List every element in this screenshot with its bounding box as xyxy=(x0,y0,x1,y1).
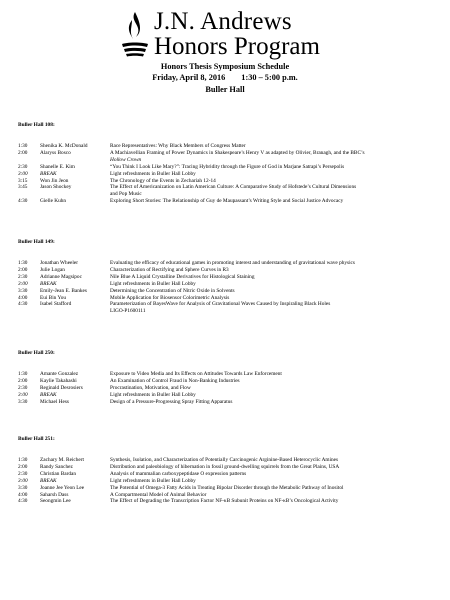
session-time: 2:00 xyxy=(18,377,28,384)
session-time: 2:30 xyxy=(18,163,28,170)
thesis-title xyxy=(110,288,438,295)
thesis-title xyxy=(110,399,438,406)
session-time: 4:30 xyxy=(18,198,28,205)
room-section-250 xyxy=(18,350,438,406)
session-time: 1:30 xyxy=(18,260,28,266)
thesis-title-text: Race Representatives: Why Black Members of Congress Matter xyxy=(110,143,246,149)
presenter-name: Shanelle E. Kim xyxy=(40,163,75,170)
presenter-name: Kaylie Takahashi xyxy=(40,377,77,384)
thesis-title xyxy=(110,485,438,492)
presenter-name: Saharsh Dass xyxy=(40,491,69,498)
session-time: 1:30 xyxy=(18,143,28,149)
schedule-row xyxy=(18,471,438,478)
thesis-title xyxy=(110,281,438,288)
presenter-name: Gielle Kuhn xyxy=(40,198,67,205)
thesis-title-text: An Examination of Control Fraud in Non-Banking Industries xyxy=(110,377,240,384)
thesis-title xyxy=(110,171,438,178)
room-section-251 xyxy=(18,436,438,505)
session-time: 2:30 xyxy=(18,470,28,477)
thesis-title xyxy=(110,143,438,150)
break-label: BREAK xyxy=(40,391,57,398)
thesis-title-text: Analysis of mammalian carboxypeptidase O expression patterns xyxy=(110,470,247,477)
event-date: Friday, April 8, 2016 xyxy=(152,73,226,82)
session-time: 3:00 xyxy=(18,280,28,287)
thesis-title xyxy=(110,150,438,164)
session-time: 2:00 xyxy=(18,149,28,156)
thesis-title xyxy=(110,392,438,399)
schedule-row xyxy=(18,378,438,385)
thesis-title-text: The Chronology of the Events in Zechariah 12-14 xyxy=(110,177,216,184)
break-row xyxy=(18,478,438,485)
session-time: 3:30 xyxy=(18,287,28,294)
thesis-title xyxy=(110,260,438,267)
presenter-name: Alaryss Bosco xyxy=(40,149,71,156)
thesis-title-text: Determining the Concentration of Nitric Oxide in Solvents xyxy=(110,287,235,294)
schedule-rows xyxy=(18,457,438,505)
logo-program: Honors Program xyxy=(154,33,320,60)
schedule-row xyxy=(18,464,438,471)
room-title: Buller Hall 251: xyxy=(18,436,55,442)
session-time: 3:00 xyxy=(18,170,28,177)
presenter-name: Seongmin Lee xyxy=(40,498,71,505)
presenter-name: Reginald Desrosiers xyxy=(40,384,83,391)
thesis-title-text: The Effect of Degrading the Transcription Factor NF-κB Subunit Proteins on NF-κB’s Oncological Activity xyxy=(110,498,339,505)
thesis-title-text: Exploring Short Stories: The Relationship of Guy de Maupassant’s Writing Style and Social Justice Advocacy xyxy=(110,198,344,205)
room-section-108 xyxy=(18,122,438,205)
break-row xyxy=(18,281,438,288)
thesis-title xyxy=(110,478,438,485)
thesis-title xyxy=(110,274,438,281)
thesis-title-text: Characterization of Rectifying and Sphere Curves in R3 xyxy=(110,266,229,273)
thesis-title-continued: and Pop Music xyxy=(110,191,142,198)
presenter-name: Zachary M. Reichert xyxy=(40,457,84,463)
thesis-title xyxy=(110,385,438,392)
session-time: 3:30 xyxy=(18,398,28,405)
break-row xyxy=(18,171,438,178)
thesis-title-text: Evaluating the efficacy of educational games in promoting interest and understanding of gravitational wave physics xyxy=(110,260,355,266)
thesis-title-text: The Effect of Americanization on Latin American Culture: A Comparative Study of Hofstede’s Cultural Dimensions xyxy=(110,184,357,191)
schedule-row xyxy=(18,164,438,171)
thesis-title-text: Light refreshments in Buller Hall Lobby xyxy=(110,477,196,484)
schedule-row xyxy=(18,143,438,150)
session-time: 4:30 xyxy=(18,301,28,308)
schedule-row xyxy=(18,371,438,378)
presenter-name: Isabel Stafford xyxy=(40,301,72,308)
thesis-title xyxy=(110,464,438,471)
event-location: Buller Hall xyxy=(205,85,245,94)
thesis-title-text: Light refreshments in Buller Hall Lobby xyxy=(110,280,196,287)
thesis-title-text: Procrastination, Motivation, and Flow xyxy=(110,384,191,391)
thesis-title xyxy=(110,371,438,378)
thesis-title-continued: LIGO-P1600111 xyxy=(110,308,146,315)
thesis-title-text: Synthesis, Isolation, and Characterization of Potentially Carcinogenic Arginine-Based Heterocyclic Amines xyxy=(110,457,339,463)
schedule-row xyxy=(18,260,438,267)
presenter-name: Randy Sanchez xyxy=(40,463,73,470)
thesis-title-text: Exposure to Video Media and Its Effects on Attitudes Towards Law Enforcement xyxy=(110,371,282,377)
event-time: 1:30 – 5:00 p.m. xyxy=(241,73,298,82)
thesis-title-continued: Hollow Crown xyxy=(110,156,142,163)
schedule-row xyxy=(18,184,438,198)
schedule-row xyxy=(18,267,438,274)
session-time: 2:00 xyxy=(18,463,28,470)
break-label: BREAK xyxy=(40,280,57,287)
session-time: 2:30 xyxy=(18,273,28,280)
schedule-row xyxy=(18,198,438,205)
thesis-title xyxy=(110,267,438,274)
thesis-title xyxy=(110,471,438,478)
presenter-name: Christian Bardan xyxy=(40,470,77,477)
presenter-name: Amante Gonzalez xyxy=(40,371,79,377)
session-time: 1:30 xyxy=(18,457,28,463)
schedule-row xyxy=(18,150,438,164)
thesis-title-text: The Potential of Omega-3 Fatty Acids in Treating Bipolar Disorder through the Metabolic Pathway of Inositol xyxy=(110,484,344,491)
presenter-name: Adrianne Magsipoc xyxy=(40,273,82,280)
schedule-row xyxy=(18,301,438,315)
session-time: 1:30 xyxy=(18,371,28,377)
presenter-name: Won Jin Jeon xyxy=(40,177,69,184)
room-title: Buller Hall 108: xyxy=(18,122,55,128)
presenter-name: Jason Shockey xyxy=(40,184,72,191)
thesis-title xyxy=(110,164,438,171)
honors-program-logo xyxy=(120,8,340,60)
thesis-title-text: Mobile Application for Biosensor Colorimetric Analysis xyxy=(110,294,230,301)
thesis-title xyxy=(110,184,438,198)
thesis-title-text: Light refreshments in Buller Hall Lobby xyxy=(110,170,196,177)
schedule-row xyxy=(18,399,438,406)
session-time: 3:30 xyxy=(18,484,28,491)
page-title: Honors Thesis Symposium Schedule xyxy=(160,62,290,71)
schedule-row xyxy=(18,274,438,281)
presenter-name: Joanne Jee Yeon Lee xyxy=(40,484,85,491)
break-label: BREAK xyxy=(40,170,57,177)
presenter-name: Emily-Jean E. Bankes xyxy=(40,287,87,294)
thesis-title xyxy=(110,198,438,205)
session-time: 4:30 xyxy=(18,498,28,505)
session-time: 2:30 xyxy=(18,384,28,391)
event-date-time xyxy=(0,73,450,83)
thesis-title-text: A Compartmental Model of Animal Behavior xyxy=(110,491,207,498)
flame-icon xyxy=(120,10,150,58)
session-time: 4:00 xyxy=(18,294,28,301)
presenter-name: Julie Logan xyxy=(40,266,65,273)
presenter-name: Michael Hess xyxy=(40,398,69,405)
session-time: 4:00 xyxy=(18,491,28,498)
schedule-rows xyxy=(18,371,438,406)
schedule-row xyxy=(18,457,438,464)
room-section-149 xyxy=(18,239,438,315)
schedule-rows xyxy=(18,143,438,205)
session-time: 2:00 xyxy=(18,266,28,273)
schedule-rows xyxy=(18,260,438,315)
thesis-title xyxy=(110,457,438,464)
schedule-row xyxy=(18,485,438,492)
thesis-title-text: Light refreshments in Buller Hall Lobby xyxy=(110,391,196,398)
session-time: 3:00 xyxy=(18,391,28,398)
schedule-row xyxy=(18,385,438,392)
break-label: BREAK xyxy=(40,477,57,484)
thesis-title xyxy=(110,301,438,315)
session-time: 3:45 xyxy=(18,184,28,191)
thesis-title xyxy=(110,498,438,505)
room-title: Buller Hall 250: xyxy=(18,350,55,356)
presenter-name: Jonathan Wheeler xyxy=(40,260,78,266)
logo-name: J.N. Andrews xyxy=(154,8,292,35)
thesis-title-text: Parameterization of BayesWave for Analysis of Gravitational Waves Caused by Inspiraling Black Holes xyxy=(110,301,331,308)
room-title: Buller Hall 149: xyxy=(18,239,55,245)
thesis-title-text: “You Think I Look Like Mary?”: Tracing Hybridity through the Figure of God in Marjane Satrapi’s Persepolis xyxy=(110,163,345,170)
thesis-title-text: A Machiavellian Framing of Power Dynamics in Shakespeare’s Henry V as adapted by Olivier, Branagh, and the BBC’s xyxy=(110,149,365,156)
thesis-title xyxy=(110,378,438,385)
presenter-name: Shenika K. McDonald xyxy=(40,143,88,149)
thesis-title-text: Nile Blue A Liquid Crystalline Derivatives for Histological Staining xyxy=(110,273,255,280)
session-time: 3:00 xyxy=(18,477,28,484)
schedule-row xyxy=(18,288,438,295)
presenter-name: Eui Bin You xyxy=(40,294,67,301)
thesis-title-text: Design of a Pressure-Progressing Spray Fitting Apparatus xyxy=(110,398,233,405)
session-time: 3:15 xyxy=(18,177,28,184)
schedule-row xyxy=(18,498,438,505)
break-row xyxy=(18,392,438,399)
thesis-title-text: Distribution and paleobiology of hibernation in fossil ground-dwelling squirrels from the Great Plains, USA xyxy=(110,463,340,470)
